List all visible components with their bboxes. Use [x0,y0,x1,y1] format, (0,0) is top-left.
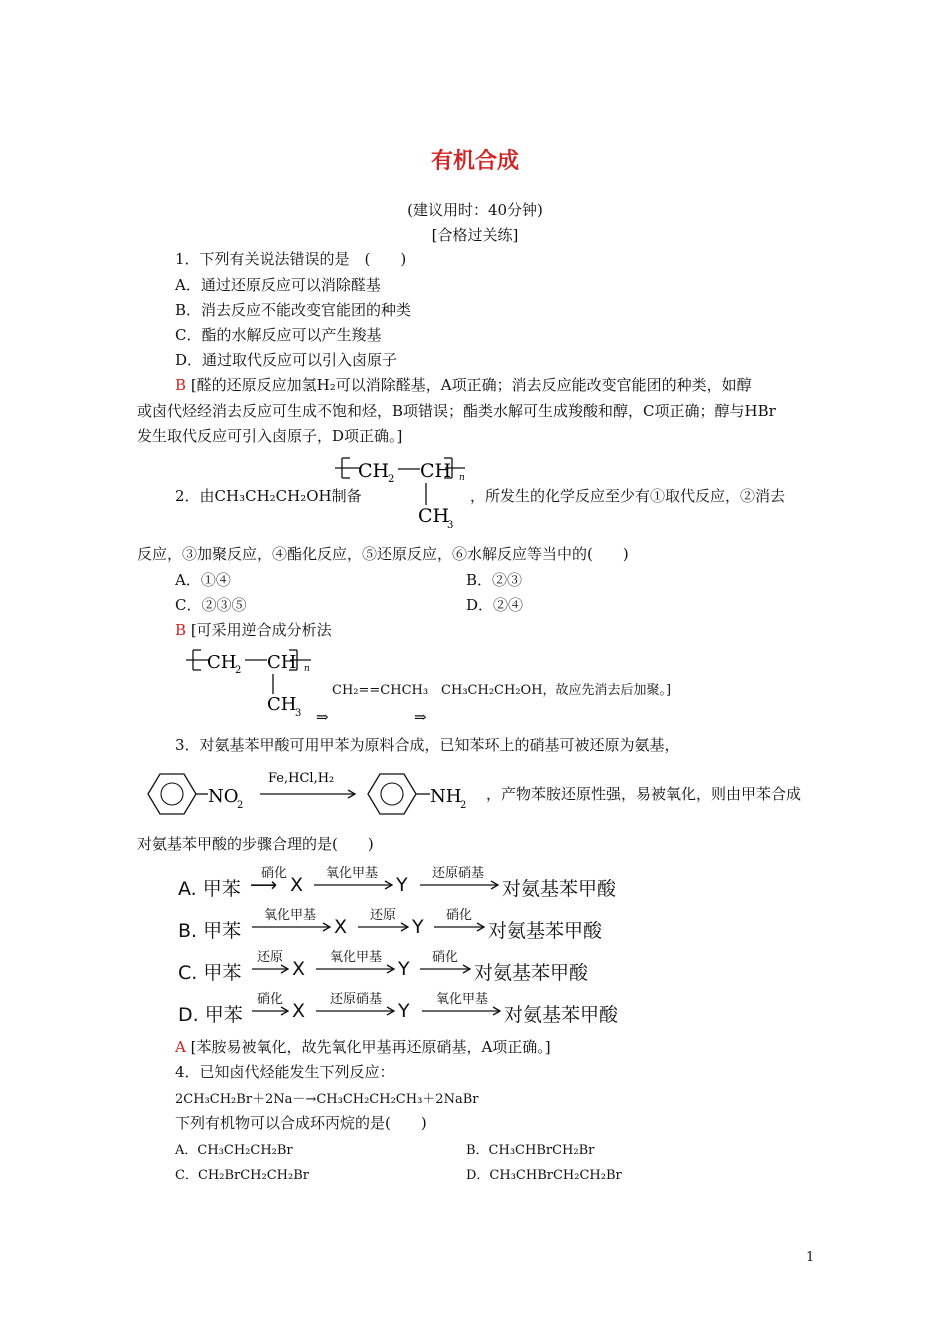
q2-ch3-sub: 3 [447,520,454,531]
q3-route-x: X [334,916,348,938]
benzene-ring-icon [368,774,416,814]
q2-ch2-text: CH [358,460,390,482]
q2-ch-text-2: CH [267,652,297,673]
arrow-icon [312,878,396,892]
q3-expl: [苯胺易被氧化，故先氧化甲基再还原硝基，A项正确。] [190,1038,551,1056]
q3-nh2-text: NH [430,786,462,807]
q2-ch3-text: CH [418,505,450,527]
q3-route-end: 对氨基苯甲酸 [502,878,617,900]
q3-route-end: 对氨基苯甲酸 [474,962,589,984]
q2-arrow-2: ⇒ [414,708,427,726]
q2-expl: [可采用逆合成分析法 [190,621,332,639]
q1-option-b: B．消去反应不能改变官能团的种类 [175,301,412,319]
arrow-icon: ⟶ [250,874,278,896]
q2-n-text-2: n [304,664,310,674]
q3-reagent: Fe,HCl,H₂ [268,771,335,786]
q3-answer: A [175,1038,186,1056]
q3-route-c [178,946,678,988]
q3-nitro-reduction-scheme [140,764,485,824]
q2-option-c: C．②③⑤ [175,596,247,614]
q3-route-label: C. 甲苯 [178,962,242,984]
page-number: 1 [806,1250,815,1265]
q2-ch2-sub: 2 [388,474,395,485]
q2-ch3-text-2: CH [267,694,297,715]
q1-explanation-line1 [175,374,752,395]
q2-polymer-structure-2 [183,642,323,722]
q1-answer: B [175,376,187,394]
q3-route-step3: 还原硝基 [431,866,484,881]
benzene-ring-icon [148,774,196,814]
q3-route-d [178,988,678,1030]
q1-explanation-line3: 发生取代反应可引入卤原子，D项正确。] [137,427,403,445]
q2-stem-c: 反应，③加聚反应，④酯化反应，⑤还原反应，⑥水解反应等当中的( ) [137,545,629,563]
q3-route-step2: 氧化甲基 [329,950,382,965]
arrow-icon [314,962,398,976]
q1-stem: 1．下列有关说法错误的是 ( ) [175,250,407,268]
q3-route-step2: 还原 [369,908,396,923]
q2-answer: B [175,621,187,639]
q2-stem-b: ，所发生的化学反应至少有①取代反应，②消去 [470,487,786,505]
q3-route-step1: 还原 [256,950,283,965]
q3-route-list [178,862,678,1032]
arrow-icon [418,962,474,976]
q3-route-y: Y [398,958,410,980]
q1-option-c: C．酯的水解反应可以产生羧基 [175,326,382,344]
q3-nh2-sub: 2 [460,800,467,811]
q3-route-y: Y [396,874,408,896]
q3-route-step2: 氧化甲基 [325,866,378,881]
q4-option-b: B．CH₃CHBrCH₂Br [466,1143,595,1158]
q3-route-step3: 硝化 [431,950,458,965]
q3-route-end: 对氨基苯甲酸 [504,1004,619,1026]
q4-option-a: A．CH₃CH₂CH₂Br [175,1143,293,1158]
q3-no2-sub: 2 [237,800,244,811]
arrow-icon [250,1004,292,1018]
q3-route-x: X [292,1000,306,1022]
q2-ch3-sub-2: 3 [295,708,302,719]
q2-n-text: n [459,473,465,483]
q1-option-a: A．通过还原反应可以消除醛基 [175,276,381,294]
q2-arrow-1: ⇒ [316,708,329,726]
q2-ch2-sub-2: 2 [235,665,242,676]
q2-route: CH₂==CHCH₃ CH₃CH₂CH₂OH，故应先消去后加聚。] [332,683,672,698]
q3-explanation [175,1036,551,1057]
q3-route-step2: 还原硝基 [329,992,382,1007]
q1-expl-1: [醛的还原反应加氢H₂可以消除醛基，A项正确；消去反应能改变官能团的种类，如醇 [190,376,752,394]
q3-route-label: D. 甲苯 [178,1004,243,1026]
arrow-icon [418,878,502,892]
q4-option-d: D．CH₃CHBrCH₂CH₂Br [466,1168,622,1183]
q2-option-a: A．①④ [175,571,231,589]
q3-route-step3: 硝化 [445,908,472,923]
arrow-icon [432,920,488,934]
arrow-icon [250,962,292,976]
q3-route-b [178,904,678,946]
q3-stem-c: 对氨基苯甲酸的步骤合理的是( ) [137,835,374,853]
arrow-icon [250,920,334,934]
q1-explanation-line2: 或卤代烃经消去反应可生成不饱和烃，B项错误；酯类水解可生成羧酸和醇，C项正确；醇与HBr [137,402,776,420]
q3-route-end: 对氨基苯甲酸 [488,920,603,942]
q2-explanation [175,619,332,640]
arrow-icon [420,1004,504,1018]
q4-option-c: C．CH₂BrCH₂CH₂Br [175,1168,309,1183]
arrow-icon [356,920,412,934]
q2-option-d: D．②④ [466,596,524,614]
page-title: 有机合成 [430,149,519,174]
time-hint: (建议用时：40分钟) [407,201,543,219]
q3-stem-a: 3．对氨基苯甲酸可用甲苯为原料合成，已知苯环上的硝基可被还原为氨基， [175,736,680,754]
q3-route-step1: 氧化甲基 [263,908,316,923]
q2-ch-text: CH [420,460,452,482]
q3-route-a [178,862,678,904]
q4-stem: 4．已知卤代烃能发生下列反应： [175,1063,395,1081]
arrow-icon [314,1004,398,1018]
q2-ch2-text-2: CH [207,652,237,673]
q3-route-y: Y [412,916,424,938]
q1-option-d: D．通过取代反应可以引入卤原子 [175,351,398,369]
q3-no2-text: NO [208,786,239,807]
q3-route-step1: 硝化 [260,866,287,881]
q3-route-label: B. 甲苯 [178,920,242,942]
q4-ask: 下列有机物可以合成环丙烷的是( ) [175,1114,427,1132]
q3-route-x: X [290,874,304,896]
q3-route-step1: 硝化 [256,992,283,1007]
q3-route-step3: 氧化甲基 [435,992,488,1007]
q4-reaction: 2CH₃CH₂Br＋2Na－→CH₃CH₂CH₂CH₃＋2NaBr [175,1092,479,1107]
q2-stem-a: 2．由CH₃CH₂CH₂OH制备 [175,487,362,505]
section-label: [合格过关练] [431,226,519,244]
q2-option-b: B．②③ [466,571,523,589]
q3-route-y: Y [398,1000,410,1022]
q3-stem-b: ，产物苯胺还原性强，易被氧化，则由甲苯合成 [486,785,802,803]
q3-route-x: X [292,958,306,980]
q3-route-label: A. 甲苯 [178,878,241,900]
